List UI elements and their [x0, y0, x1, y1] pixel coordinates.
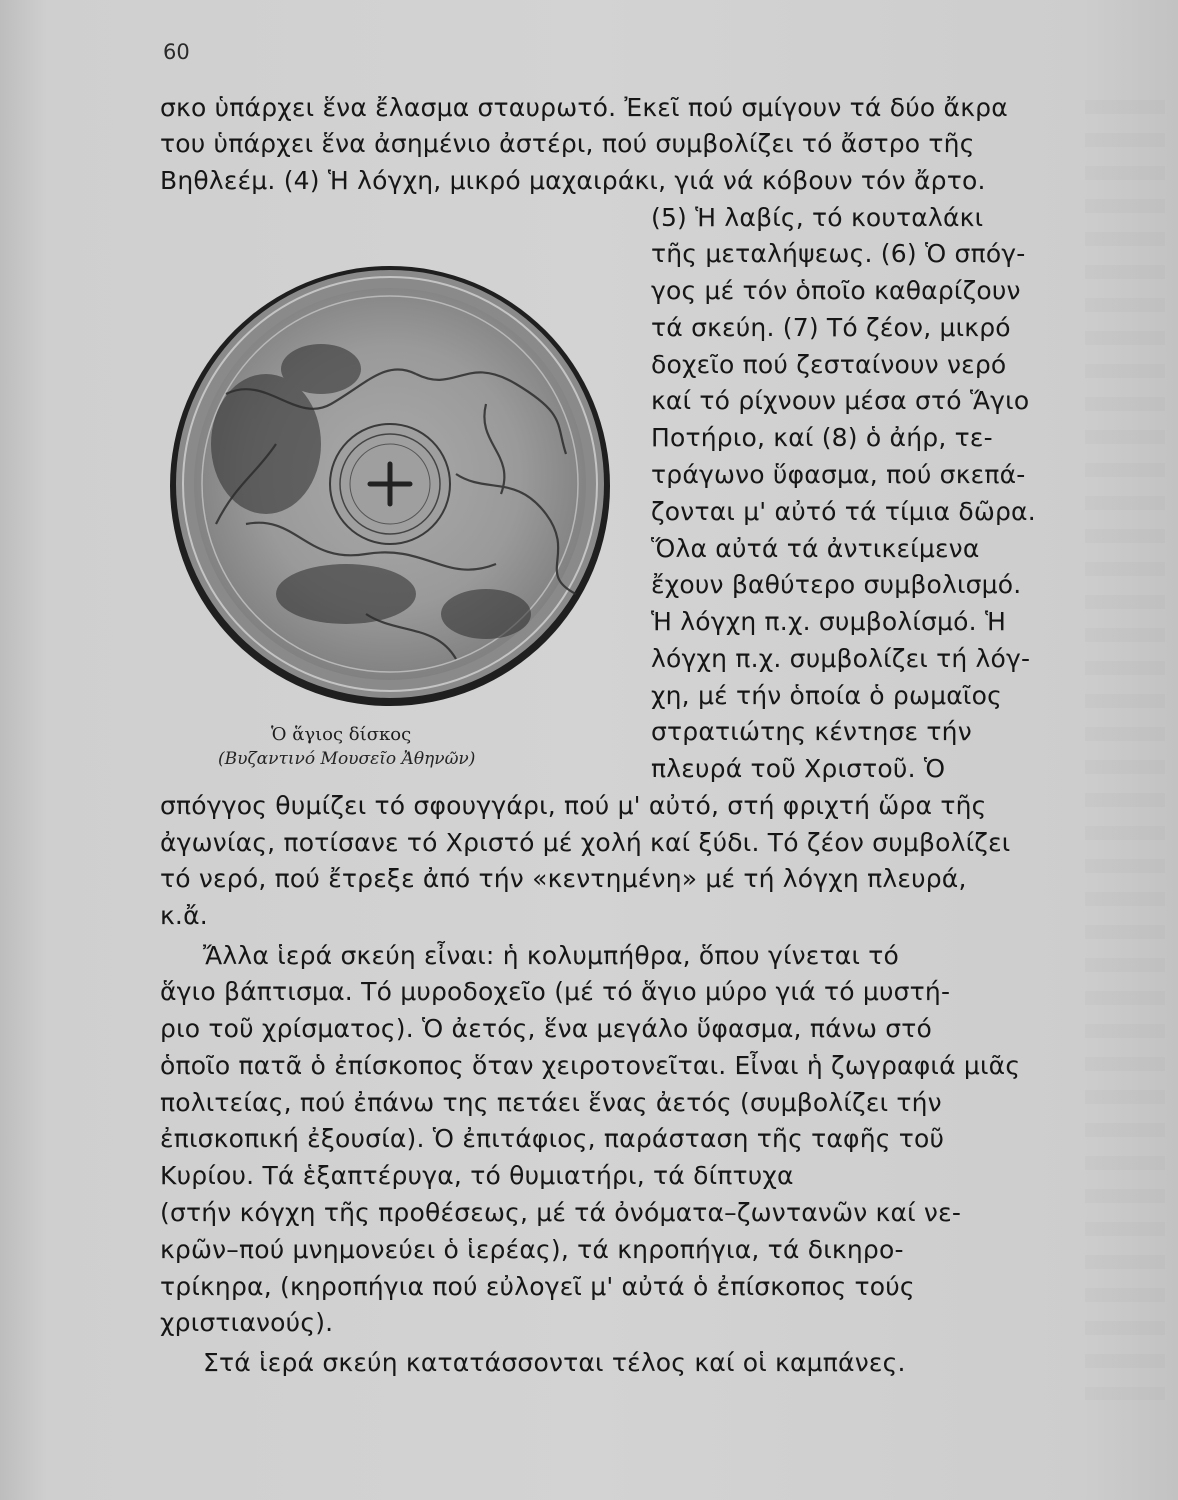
text-line: Ποτήριο, καί (8) ὁ ἀήρ, τε-: [651, 423, 993, 452]
text-line: πλευρά τοῦ Χριστοῦ. Ὁ: [651, 754, 946, 783]
text-line: πολιτείας, πού ἐπάνω της πετάει ἕνας ἀετός (συμβολίζει τήν: [160, 1088, 942, 1117]
text-line: ἔχουν βαθύτερο συμβολισμό.: [651, 570, 1022, 599]
page-number: 60: [163, 40, 190, 64]
text-line: τρίκηρα, (κηροπήγια πού εὐλογεῖ μ' αὐτά ὁ ἐπίσκοπος τούς: [160, 1272, 915, 1301]
text-line: Βηθλεέμ. (4) Ἡ λόγχη, μικρό μαχαιράκι, γιά νά κόβουν τόν ἄρτο.: [160, 166, 986, 195]
text-line: ριο τοῦ χρίσματος). Ὁ ἀετός, ἕνα μεγάλο ὕφασμα, πάνω στό: [160, 1014, 933, 1043]
text-line: λόγχη π.χ. συμβολίζει τή λόγ-: [651, 644, 1031, 673]
figure-caption-source: (Βυζαντινό Μουσεῖο Ἀθηνῶν): [218, 749, 476, 769]
text-line: δοχεῖο πού ζεσταίνουν νερό: [651, 350, 1007, 379]
bleed-through-text: [1085, 100, 1165, 1400]
text-line: στρατιώτης κέντησε τήν: [651, 717, 972, 746]
text-line: Ἄλλα ἱερά σκεύη εἶναι: ἡ κολυμπήθρα, ὅπου γίνεται τό: [203, 941, 899, 970]
text-line: τράγωνο ὕφασμα, πού σκεπά-: [651, 460, 1026, 489]
text-line: (στήν κόγχη τῆς προθέσεως, μέ τά ὀνόματα–ζωντανῶν καί νε-: [160, 1198, 962, 1227]
text-line: σκο ὑπάρχει ἕνα ἔλασμα σταυρωτό. Ἐκεῖ πού σμίγουν τά δύο ἄκρα: [160, 93, 1008, 122]
figure-caption-title: Ὁ ἅγιος δίσκος: [271, 724, 412, 745]
text-line: χριστιανούς).: [160, 1308, 334, 1337]
text-line: τῆς μεταλήψεως. (6) Ὁ σπόγ-: [651, 239, 1026, 268]
text-line: Στά ἱερά σκεύη κατατάσσονται τέλος καί οἱ καμπάνες.: [203, 1348, 906, 1377]
paten-photograph: [156, 264, 624, 709]
text-line: καί τό ρίχνουν μέσα στό Ἅγιο: [651, 386, 1030, 415]
text-line: ζονται μ' αὐτό τά τίμια δῶρα.: [651, 497, 1036, 526]
text-line: ἀγωνίας, ποτίσανε τό Χριστό μέ χολή καί ξύδι. Τό ζέον συμβολίζει: [160, 828, 1011, 857]
text-line: γος μέ τόν ὁποῖο καθαρίζουν: [651, 276, 1021, 305]
text-line: τά σκεύη. (7) Τό ζέον, μικρό: [651, 313, 1011, 342]
text-line: σπόγγος θυμίζει τό σφουγγάρι, πού μ' αὐτό, στή φριχτή ὥρα τῆς: [160, 791, 987, 820]
text-line: (5) Ἡ λαβίς, τό κουταλάκι: [651, 203, 984, 232]
text-line: Ἡ λόγχη π.χ. συμβολίσμό. Ἡ: [651, 607, 1007, 636]
text-line: ὁποῖο πατᾶ ὁ ἐπίσκοπος ὅταν χειροτονεῖται. Εἶναι ἡ ζωγραφιά μιᾶς: [160, 1051, 1021, 1080]
text-line: του ὑπάρχει ἕνα ἀσημένιο ἀστέρι, πού συμβολίζει τό ἄστρο τῆς: [160, 129, 975, 158]
text-line: κρῶν–πού μνημονεύει ὁ ἱερέας), τά κηροπήγια, τά δικηρο-: [160, 1235, 904, 1264]
text-line: Κυρίου. Τά ἑξαπτέρυγα, τό θυμιατήρι, τά δίπτυχα: [160, 1161, 794, 1190]
text-line: κ.ἄ.: [160, 901, 208, 930]
text-line: τό νερό, πού ἔτρεξε ἀπό τήν «κεντημένη» μέ τή λόγχη πλευρά,: [160, 864, 967, 893]
text-line: ἐπισκοπική ἐξουσία). Ὁ ἐπιτάφιος, παράσταση τῆς ταφῆς τοῦ: [160, 1124, 945, 1153]
text-line: ἅγιο βάπτισμα. Τό μυροδοχεῖο (μέ τό ἅγιο μύρο γιά τό μυστή-: [160, 977, 951, 1006]
text-line: χη, μέ τήν ὁποία ὁ ρωμαῖος: [651, 681, 1002, 710]
text-line: Ὅλα αὐτά τά ἀντικείμενα: [651, 534, 980, 563]
